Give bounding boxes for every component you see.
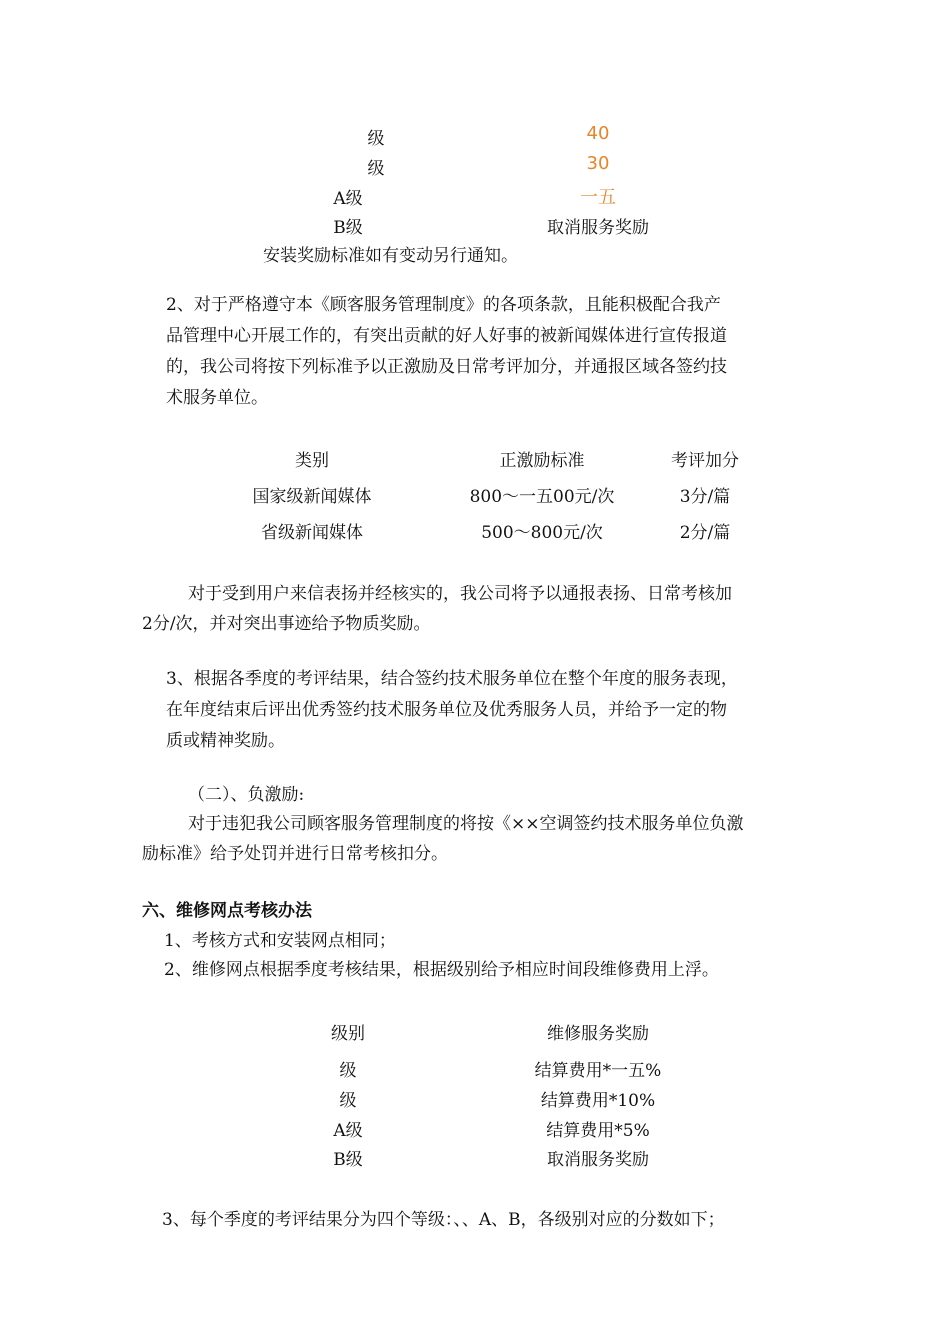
table-header: 维修服务奖励 bbox=[547, 1024, 649, 1044]
paragraph-line: 对于违犯我公司顾客服务管理制度的将按《××空调签约技术服务单位负激 bbox=[188, 814, 744, 834]
paragraph-3 bbox=[166, 664, 738, 757]
table-header: 考评加分 bbox=[671, 451, 739, 471]
paragraph-line: 励标准》给予处罚并进行日常考核扣分。 bbox=[142, 844, 448, 864]
table-cell: B级 bbox=[333, 1150, 363, 1170]
paragraph-line: 2、对于严格遵守本《顾客服务管理制度》的各项条款，且能积极配合我产 bbox=[166, 295, 721, 315]
table-cell: 级 bbox=[339, 1061, 357, 1081]
table-cell: 结算费用*5% bbox=[546, 1121, 650, 1141]
table-cell: 3分/篇 bbox=[679, 487, 731, 507]
install-level-cell: 级 bbox=[367, 159, 385, 179]
final-line: 3、每个季度的考评结果分为四个等级：、、A、B，各级别对应的分数如下； bbox=[162, 1210, 725, 1230]
install-level-cell: 级 bbox=[367, 129, 385, 149]
paragraph-line: 品管理中心开展工作的，有突出贡献的好人好事的被新闻媒体进行宣传报道 bbox=[166, 326, 727, 346]
section-item: 2、维修网点根据季度考核结果，根据级别给予相应时间段维修费用上浮。 bbox=[164, 960, 719, 980]
paragraph-2 bbox=[166, 290, 727, 414]
paragraph-line: 2分/次，并对突出事迹给予物质奖励。 bbox=[142, 614, 431, 634]
section-item: 1、考核方式和安装网点相同； bbox=[164, 931, 396, 951]
paragraph-line: 3、根据各季度的考评结果，结合签约技术服务单位在整个年度的服务表现， bbox=[166, 669, 738, 689]
table-cell: 级 bbox=[339, 1091, 357, 1111]
paragraph-line: 在年度结束后评出优秀签约技术服务单位及优秀服务人员，并给予一定的物 bbox=[166, 700, 727, 720]
paragraph-line: 对于受到用户来信表扬并经核实的，我公司将予以通报表扬、日常考核加 bbox=[188, 584, 732, 604]
negative-incentive-heading: （二）、负激励: bbox=[188, 785, 305, 805]
table-cell: 结算费用*一五% bbox=[534, 1061, 662, 1081]
table-cell: 国家级新闻媒体 bbox=[252, 487, 372, 507]
install-reward-cell: 一五 bbox=[580, 187, 616, 208]
paragraph-line: 的，我公司将按下列标准予以正激励及日常考评加分，并通报区域各签约技 bbox=[166, 357, 727, 377]
install-reward-cell: 取消服务奖励 bbox=[547, 218, 649, 238]
install-level-cell: A级 bbox=[333, 189, 363, 209]
table-cell: 800～一五00元/次 bbox=[469, 487, 615, 507]
table-cell: 取消服务奖励 bbox=[547, 1150, 649, 1170]
install-reward-cell: 40 bbox=[586, 123, 610, 144]
table-cell: A级 bbox=[333, 1121, 363, 1141]
install-level-cell: B级 bbox=[333, 218, 363, 238]
table-cell: 2分/篇 bbox=[679, 523, 731, 543]
table-cell: 结算费用*10% bbox=[540, 1091, 656, 1111]
table-header: 类别 bbox=[295, 451, 329, 471]
install-reward-cell: 30 bbox=[586, 153, 610, 174]
install-note: 安装奖励标准如有变动另行通知。 bbox=[263, 246, 518, 266]
paragraph-line: 质或精神奖励。 bbox=[166, 731, 285, 751]
table-cell: 500～800元/次 bbox=[481, 523, 603, 543]
paragraph-line: 术服务单位。 bbox=[166, 388, 268, 408]
table-header: 级别 bbox=[331, 1024, 365, 1044]
table-header: 正激励标准 bbox=[499, 451, 585, 471]
table-cell: 省级新闻媒体 bbox=[261, 523, 363, 543]
section-title: 六、维修网点考核办法 bbox=[142, 901, 312, 921]
